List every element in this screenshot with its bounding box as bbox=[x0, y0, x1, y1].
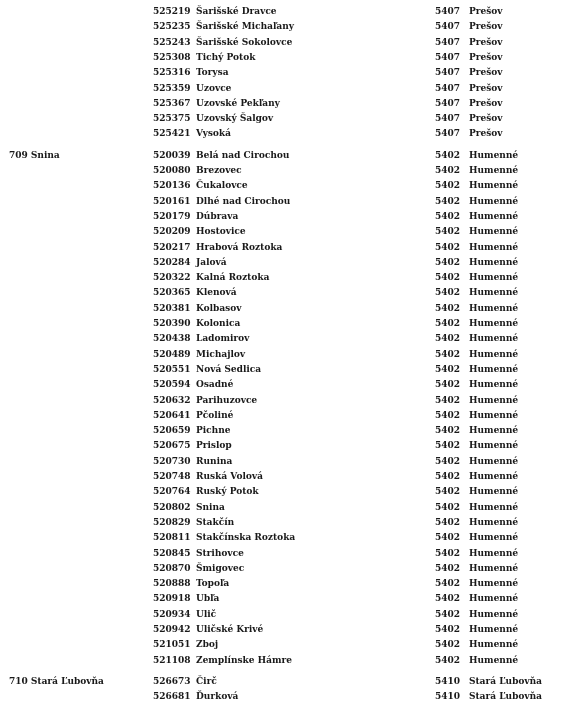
table-row bbox=[0, 149, 563, 164]
municipality-name: Kolbasov bbox=[196, 303, 242, 314]
table-row bbox=[0, 127, 563, 142]
region-name: Humenné bbox=[469, 579, 519, 590]
region-code: 5402 bbox=[435, 334, 461, 345]
table-row bbox=[0, 378, 563, 393]
region-code: 5402 bbox=[435, 166, 461, 176]
region-name: Humenné bbox=[469, 319, 519, 329]
region-code: 5402 bbox=[435, 487, 461, 498]
municipality-code: 526681 bbox=[153, 692, 191, 703]
municipality-name: Osadné bbox=[196, 380, 234, 391]
municipality-code: 520381 bbox=[153, 303, 191, 314]
municipality-name: Ruský Potok bbox=[196, 487, 259, 498]
municipality-name: Uzovské Pekľany bbox=[196, 98, 280, 109]
region-name: Humenné bbox=[469, 303, 519, 314]
municipality-code: 520764 bbox=[153, 487, 191, 498]
region-code: 5402 bbox=[435, 426, 461, 437]
region-code: 5402 bbox=[435, 548, 461, 559]
region-name: Humenné bbox=[469, 533, 519, 544]
table-row bbox=[0, 164, 563, 179]
region-name: Humenné bbox=[469, 273, 519, 284]
table-row bbox=[0, 97, 563, 112]
region-code: 5410 bbox=[435, 692, 461, 703]
municipality-code: 520365 bbox=[153, 288, 191, 299]
region-name: Prešov bbox=[469, 83, 503, 94]
municipality-name: Ruská Volová bbox=[196, 472, 263, 482]
region-code: 5402 bbox=[435, 625, 461, 635]
region-code: 5402 bbox=[435, 273, 461, 284]
table-row bbox=[0, 256, 563, 271]
region-name: Humenné bbox=[469, 625, 519, 635]
region-name: Humenné bbox=[469, 334, 519, 345]
table-row bbox=[0, 470, 563, 485]
region-code: 5402 bbox=[435, 533, 461, 544]
region-name: Prešov bbox=[469, 114, 503, 125]
municipality-name: Ďurková bbox=[196, 692, 239, 703]
table-row bbox=[0, 654, 563, 669]
region-code: 5402 bbox=[435, 150, 461, 161]
region-code: 5402 bbox=[435, 472, 461, 482]
municipality-code: 525243 bbox=[153, 37, 191, 48]
municipality-name: Kalná Roztoka bbox=[196, 273, 270, 284]
municipality-name: Strihovce bbox=[196, 548, 244, 559]
region-code: 5402 bbox=[435, 502, 461, 513]
region-name: Humenné bbox=[469, 227, 519, 238]
table-row bbox=[0, 179, 563, 194]
municipality-name: Belá nad Cirochou bbox=[196, 150, 290, 161]
region-code: 5402 bbox=[435, 410, 461, 421]
municipality-code: 520136 bbox=[153, 181, 191, 192]
region-name: Prešov bbox=[469, 129, 503, 140]
region-code: 5407 bbox=[435, 7, 461, 17]
municipality-name: Čirč bbox=[196, 676, 217, 687]
table-row bbox=[0, 501, 563, 516]
municipality-name: Ulič bbox=[196, 609, 217, 620]
table-row bbox=[0, 195, 563, 210]
table-row bbox=[0, 348, 563, 363]
municipality-name: Čukalovce bbox=[196, 181, 248, 192]
region-name: Humenné bbox=[469, 395, 519, 406]
municipality-code: 525308 bbox=[153, 52, 191, 63]
municipality-name: Pichne bbox=[196, 426, 231, 437]
region-code: 5402 bbox=[435, 303, 461, 314]
municipality-name: Šarišské Sokolovce bbox=[196, 37, 293, 48]
region-code: 5402 bbox=[435, 640, 461, 651]
region-name: Humenné bbox=[469, 150, 519, 161]
municipality-code: 525235 bbox=[153, 22, 191, 33]
region-code: 5402 bbox=[435, 594, 461, 605]
table-row bbox=[0, 424, 563, 439]
municipality-code: 520179 bbox=[153, 211, 191, 222]
table-row bbox=[0, 638, 563, 653]
region-code: 5402 bbox=[435, 257, 461, 268]
table-row bbox=[0, 394, 563, 409]
region-name: Humenné bbox=[469, 166, 519, 176]
municipality-name: Dlhé nad Cirochou bbox=[196, 196, 291, 207]
region-name: Humenné bbox=[469, 487, 519, 498]
region-name: Humenné bbox=[469, 640, 519, 651]
table-row bbox=[0, 455, 563, 470]
region-name: Humenné bbox=[469, 211, 519, 222]
region-code: 5402 bbox=[435, 517, 461, 528]
region-code: 5402 bbox=[435, 196, 461, 207]
municipality-name: Michajlov bbox=[196, 349, 246, 360]
region-name: Humenné bbox=[469, 456, 519, 467]
municipality-name: Nová Sedlica bbox=[196, 364, 262, 375]
region-code: 5402 bbox=[435, 181, 461, 192]
municipality-code: 525367 bbox=[153, 98, 191, 109]
table-row bbox=[0, 51, 563, 66]
municipality-code: 520748 bbox=[153, 472, 191, 482]
table-row bbox=[0, 409, 563, 424]
region-name: Stará Ľubovňa bbox=[469, 692, 542, 703]
municipality-name: Dúbrava bbox=[196, 211, 239, 222]
municipality-name: Zemplínske Hámre bbox=[196, 655, 292, 666]
region-code: 5410 bbox=[435, 676, 461, 687]
municipality-code: 520675 bbox=[153, 441, 191, 452]
municipality-code: 520934 bbox=[153, 609, 191, 620]
region-code: 5407 bbox=[435, 129, 461, 140]
region-name: Humenné bbox=[469, 548, 519, 559]
municipality-code: 520438 bbox=[153, 334, 191, 345]
municipality-code: 525359 bbox=[153, 83, 191, 94]
municipality-name: Uzovce bbox=[196, 83, 232, 94]
region-code: 5407 bbox=[435, 52, 461, 63]
region-name: Humenné bbox=[469, 288, 519, 299]
table-row bbox=[0, 82, 563, 97]
municipality-code: 520730 bbox=[153, 456, 191, 467]
municipality-name: Uzovský Šalgov bbox=[196, 114, 274, 125]
municipality-name: Ubľa bbox=[196, 594, 220, 605]
table-row bbox=[0, 20, 563, 35]
table-row bbox=[0, 592, 563, 607]
table-row bbox=[0, 225, 563, 240]
region-code: 5402 bbox=[435, 609, 461, 620]
municipality-name: Tichý Potok bbox=[196, 52, 256, 63]
table-row bbox=[0, 577, 563, 592]
region-name: Humenné bbox=[469, 242, 519, 253]
municipality-code: 520918 bbox=[153, 594, 191, 605]
district-label: 710 Stará Ľubovňa bbox=[9, 676, 104, 687]
region-name: Prešov bbox=[469, 7, 503, 17]
region-code: 5402 bbox=[435, 563, 461, 574]
table-row bbox=[0, 675, 563, 690]
municipality-name: Uličské Krivé bbox=[196, 625, 264, 635]
municipality-code: 520594 bbox=[153, 380, 191, 391]
region-name: Humenné bbox=[469, 349, 519, 360]
municipality-name: Prislop bbox=[196, 441, 232, 452]
region-name: Humenné bbox=[469, 257, 519, 268]
table-row bbox=[0, 363, 563, 378]
region-name: Humenné bbox=[469, 364, 519, 375]
municipality-code: 520390 bbox=[153, 319, 191, 329]
municipality-name: Šarišské Michaľany bbox=[196, 22, 294, 33]
municipality-name: Ladomirov bbox=[196, 334, 250, 345]
municipality-code: 521108 bbox=[153, 655, 191, 666]
region-name: Prešov bbox=[469, 68, 503, 79]
municipality-name: Hostovice bbox=[196, 227, 246, 238]
municipality-name: Hrabová Roztoka bbox=[196, 242, 283, 253]
table-row bbox=[0, 317, 563, 332]
municipality-code: 525316 bbox=[153, 68, 191, 79]
municipality-code: 520632 bbox=[153, 395, 191, 406]
municipality-code: 520811 bbox=[153, 533, 191, 544]
region-code: 5402 bbox=[435, 380, 461, 391]
municipality-code: 520829 bbox=[153, 517, 191, 528]
municipality-code: 520802 bbox=[153, 502, 191, 513]
table-row bbox=[0, 332, 563, 347]
municipality-code: 520161 bbox=[153, 196, 191, 207]
region-code: 5402 bbox=[435, 288, 461, 299]
table-row bbox=[0, 5, 563, 20]
region-name: Humenné bbox=[469, 517, 519, 528]
municipality-code: 520942 bbox=[153, 625, 191, 635]
municipality-name: Brezovec bbox=[196, 166, 242, 176]
table-row bbox=[0, 241, 563, 256]
municipality-code: 520489 bbox=[153, 349, 191, 360]
municipality-name: Šarišské Dravce bbox=[196, 7, 277, 17]
municipality-code: 520641 bbox=[153, 410, 191, 421]
municipality-code: 520322 bbox=[153, 273, 191, 284]
region-name: Humenné bbox=[469, 594, 519, 605]
region-code: 5402 bbox=[435, 364, 461, 375]
region-code: 5402 bbox=[435, 579, 461, 590]
region-name: Humenné bbox=[469, 426, 519, 437]
municipality-code: 520209 bbox=[153, 227, 191, 238]
region-name: Humenné bbox=[469, 380, 519, 391]
region-code: 5407 bbox=[435, 37, 461, 48]
municipality-code: 525219 bbox=[153, 7, 191, 17]
municipality-code: 525375 bbox=[153, 114, 191, 125]
municipality-code: 520284 bbox=[153, 257, 191, 268]
municipality-name: Zboj bbox=[196, 640, 219, 651]
municipality-code: 520039 bbox=[153, 150, 191, 161]
table-row bbox=[0, 210, 563, 225]
region-name: Prešov bbox=[469, 52, 503, 63]
table-row bbox=[0, 302, 563, 317]
region-code: 5407 bbox=[435, 114, 461, 125]
municipality-name: Topoľa bbox=[196, 579, 230, 590]
municipality-name: Šmigovec bbox=[196, 563, 245, 574]
municipality-code: 520845 bbox=[153, 548, 191, 559]
region-name: Humenné bbox=[469, 563, 519, 574]
municipality-name: Snina bbox=[196, 502, 225, 513]
region-code: 5407 bbox=[435, 98, 461, 109]
region-code: 5402 bbox=[435, 242, 461, 253]
region-name: Humenné bbox=[469, 472, 519, 482]
municipality-name: Klenová bbox=[196, 288, 237, 299]
municipality-name: Torysa bbox=[196, 68, 229, 79]
region-name: Prešov bbox=[469, 22, 503, 33]
region-code: 5402 bbox=[435, 227, 461, 238]
municipality-name: Kolonica bbox=[196, 319, 241, 329]
municipality-name: Pčoliné bbox=[196, 410, 234, 421]
table-row bbox=[0, 112, 563, 127]
municipality-name: Stakčín bbox=[196, 517, 235, 528]
table-row bbox=[0, 66, 563, 81]
region-name: Prešov bbox=[469, 37, 503, 48]
table-row bbox=[0, 36, 563, 51]
municipality-name: Stakčínska Roztoka bbox=[196, 533, 296, 544]
region-name: Humenné bbox=[469, 609, 519, 620]
municipality-name: Vysoká bbox=[196, 129, 231, 140]
table-row bbox=[0, 562, 563, 577]
region-name: Humenné bbox=[469, 181, 519, 192]
region-code: 5402 bbox=[435, 441, 461, 452]
municipality-code: 520888 bbox=[153, 579, 191, 590]
region-name: Prešov bbox=[469, 98, 503, 109]
region-name: Humenné bbox=[469, 410, 519, 421]
district-label: 709 Snina bbox=[9, 150, 60, 161]
municipality-code: 521051 bbox=[153, 640, 191, 651]
region-name: Humenné bbox=[469, 196, 519, 207]
table-row bbox=[0, 623, 563, 638]
municipality-code: 520870 bbox=[153, 563, 191, 574]
region-code: 5402 bbox=[435, 319, 461, 329]
table-row bbox=[0, 485, 563, 500]
region-code: 5402 bbox=[435, 349, 461, 360]
region-name: Humenné bbox=[469, 441, 519, 452]
region-name: Stará Ľubovňa bbox=[469, 676, 542, 687]
region-code: 5407 bbox=[435, 22, 461, 33]
table-row bbox=[0, 608, 563, 623]
region-code: 5407 bbox=[435, 68, 461, 79]
table-row bbox=[0, 271, 563, 286]
table-row bbox=[0, 690, 563, 705]
table-row bbox=[0, 516, 563, 531]
municipality-name: Jalová bbox=[196, 257, 227, 268]
municipality-code: 520080 bbox=[153, 166, 191, 176]
region-name: Humenné bbox=[469, 655, 519, 666]
region-code: 5402 bbox=[435, 456, 461, 467]
region-name: Humenné bbox=[469, 502, 519, 513]
municipality-code: 520217 bbox=[153, 242, 191, 253]
municipality-code: 520551 bbox=[153, 364, 191, 375]
municipality-name: Runina bbox=[196, 456, 233, 467]
table-row bbox=[0, 547, 563, 562]
municipality-code: 520659 bbox=[153, 426, 191, 437]
table-row bbox=[0, 439, 563, 454]
region-code: 5402 bbox=[435, 211, 461, 222]
region-code: 5407 bbox=[435, 83, 461, 94]
table-row bbox=[0, 531, 563, 546]
table-row bbox=[0, 286, 563, 301]
municipality-code: 526673 bbox=[153, 676, 191, 687]
region-code: 5402 bbox=[435, 395, 461, 406]
municipality-code: 525421 bbox=[153, 129, 191, 140]
municipality-name: Parihuzovce bbox=[196, 395, 258, 406]
region-code: 5402 bbox=[435, 655, 461, 666]
